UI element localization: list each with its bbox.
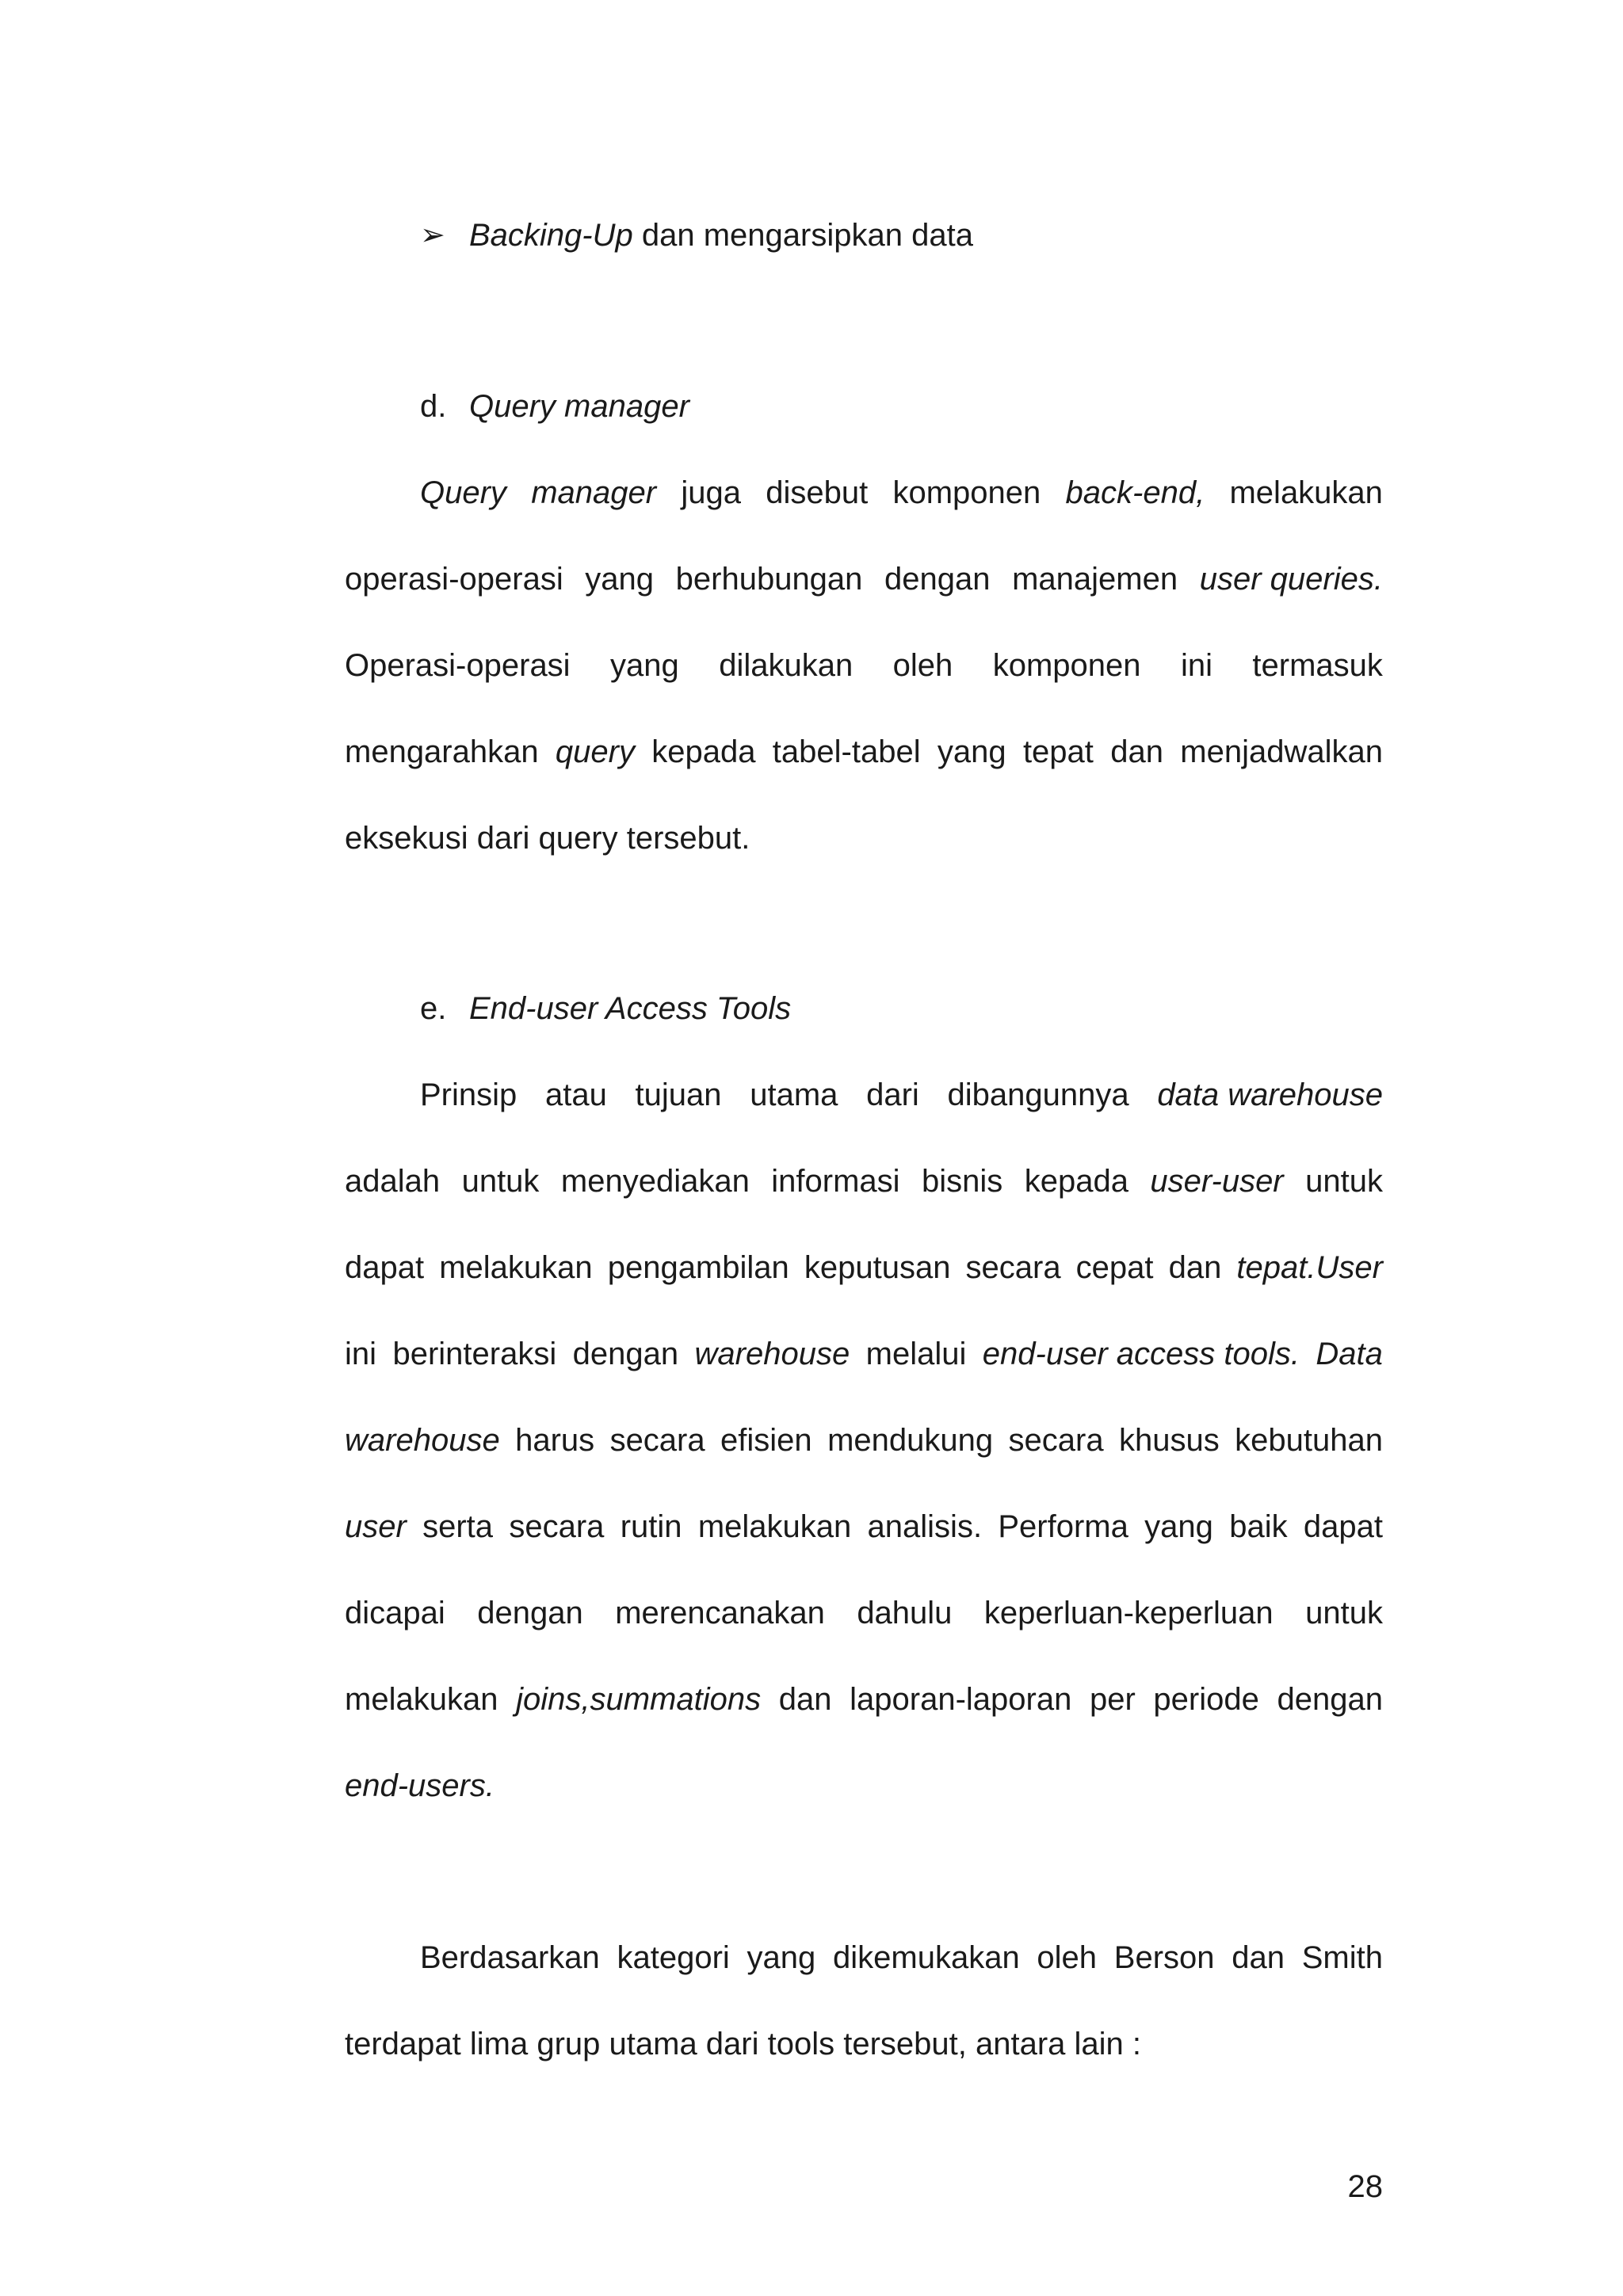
word: warehouse: [345, 1423, 500, 1458]
section-e-title: End-user Access Tools: [469, 991, 792, 1026]
word: cepat: [1075, 1250, 1154, 1285]
word: dikemukakan: [833, 1940, 1020, 1975]
paragraph-line: [345, 1507, 1383, 1547]
word: komponen: [992, 648, 1141, 683]
paragraph-line: [345, 732, 1383, 772]
section-e-letter: e.: [420, 991, 447, 1026]
word: utama: [750, 1077, 838, 1112]
word: melakukan: [697, 1509, 852, 1544]
word: user: [345, 1509, 407, 1544]
word: manager: [531, 475, 657, 510]
word: joins,summations: [516, 1682, 762, 1717]
section-d-title: Query manager: [469, 389, 689, 424]
word: Berdasarkan: [420, 1940, 600, 1975]
word: secara: [965, 1250, 1061, 1285]
word: yang: [1144, 1509, 1213, 1544]
word: melakukan: [1229, 475, 1383, 510]
paragraph-line: [345, 1680, 1383, 1719]
word: tepat: [1022, 734, 1094, 769]
word: yang: [585, 562, 655, 597]
word: analisis.: [867, 1509, 983, 1544]
bullet-text: dan mengarsipkan data: [632, 218, 973, 253]
word: pengambilan: [607, 1250, 789, 1285]
word: dari: [866, 1077, 919, 1112]
word: adalah: [345, 1164, 441, 1199]
word: termasuk: [1252, 648, 1383, 683]
word: per: [1089, 1682, 1136, 1717]
word: ini: [345, 1337, 377, 1371]
word: kebutuhan: [1235, 1423, 1383, 1458]
word: dengan: [477, 1596, 583, 1630]
word: dicapai: [345, 1596, 445, 1630]
word: dahulu: [857, 1596, 953, 1630]
word: kepada: [1024, 1164, 1128, 1199]
word: yang: [747, 1940, 816, 1975]
word: warehouse: [694, 1337, 850, 1371]
paragraph-line: [345, 646, 1383, 685]
word: user queries.: [1199, 562, 1383, 597]
word: end-user access tools.: [982, 1337, 1300, 1371]
word: kategori: [617, 1940, 730, 1975]
word: dengan: [884, 562, 991, 597]
word: untuk: [461, 1164, 540, 1199]
paragraph-line: [420, 473, 1383, 513]
word: berhubungan: [675, 562, 863, 597]
word: harus: [515, 1423, 595, 1458]
word: juga: [681, 475, 741, 510]
word: dan: [1168, 1250, 1222, 1285]
word: dapat: [1303, 1509, 1383, 1544]
word: keperluan-keperluan: [983, 1596, 1274, 1630]
word: Data: [1316, 1337, 1383, 1371]
word: merencanakan: [615, 1596, 825, 1630]
word: disebut: [766, 475, 869, 510]
word: manajemen: [1012, 562, 1178, 597]
word: komponen: [892, 475, 1041, 510]
word: Performa: [998, 1509, 1128, 1544]
word: Prinsip: [420, 1077, 517, 1112]
word: dilakukan: [719, 648, 854, 683]
section-d-letter: d.: [420, 389, 447, 424]
paragraph-line: [345, 1161, 1383, 1201]
word: tepat.User: [1236, 1250, 1383, 1285]
word: Smith: [1301, 1940, 1383, 1975]
page-number: 28: [1347, 2169, 1383, 2204]
bullet-item: [469, 215, 1507, 255]
paragraph-line: end-users.: [345, 1768, 495, 1803]
word: query: [555, 734, 635, 769]
word: secara: [509, 1509, 605, 1544]
word: user-user: [1150, 1164, 1284, 1199]
word: rutin: [620, 1509, 682, 1544]
word: khusus: [1118, 1423, 1220, 1458]
word: melakukan: [439, 1250, 593, 1285]
word: dengan: [1277, 1682, 1383, 1717]
word: mendukung: [827, 1423, 994, 1458]
word: oleh: [1037, 1940, 1098, 1975]
arrow-bullet-icon: ➢: [420, 219, 445, 252]
word: dibangunnya: [947, 1077, 1129, 1112]
paragraph-line: [345, 1421, 1383, 1460]
word: Operasi-operasi: [345, 648, 571, 683]
word: Query: [420, 475, 506, 510]
word: efisien: [720, 1423, 812, 1458]
word: serta: [422, 1509, 494, 1544]
word: informasi: [771, 1164, 900, 1199]
word: baik: [1229, 1509, 1288, 1544]
word: yang: [610, 648, 679, 683]
word: bisnis: [922, 1164, 1003, 1199]
word: kepada: [651, 734, 756, 769]
word: dan: [1232, 1940, 1285, 1975]
word: operasi-operasi: [345, 562, 563, 597]
paragraph-line: [345, 559, 1383, 599]
word: tabel-tabel: [772, 734, 921, 769]
paragraph-line: [345, 1248, 1383, 1287]
word: dapat: [345, 1250, 425, 1285]
word: mengarahkan: [345, 734, 539, 769]
word: keputusan: [804, 1250, 951, 1285]
word: melalui: [865, 1337, 967, 1371]
word: tujuan: [635, 1077, 722, 1112]
bullet-italic-term: Backing-Up: [469, 218, 633, 253]
paragraph-line: [420, 1075, 1383, 1115]
word: dan: [1110, 734, 1163, 769]
word: berinteraksi: [392, 1337, 557, 1371]
word: Berson: [1113, 1940, 1215, 1975]
paragraph-line: [345, 1334, 1383, 1374]
word: menyediakan: [560, 1164, 750, 1199]
word: melakukan: [345, 1682, 498, 1717]
paragraph-line: eksekusi dari query tersebut.: [345, 821, 750, 856]
paragraph-line: [420, 1938, 1383, 1978]
word: oleh: [892, 648, 953, 683]
word: dan: [778, 1682, 832, 1717]
word: dengan: [572, 1337, 679, 1371]
word: ini: [1180, 648, 1212, 683]
word: secara: [1008, 1423, 1104, 1458]
word: atau: [544, 1077, 607, 1112]
word: periode: [1153, 1682, 1259, 1717]
word: data warehouse: [1157, 1077, 1383, 1112]
word: back-end,: [1065, 475, 1205, 510]
word: menjadwalkan: [1180, 734, 1383, 769]
paragraph-line: terdapat lima grup utama dari tools tersebut, antara lain :: [345, 2027, 1141, 2061]
word: secara: [609, 1423, 705, 1458]
word: untuk: [1305, 1164, 1383, 1199]
word: untuk: [1305, 1596, 1383, 1630]
word: yang: [937, 734, 1006, 769]
word: laporan-laporan: [850, 1682, 1072, 1717]
paragraph-line: [345, 1593, 1383, 1633]
